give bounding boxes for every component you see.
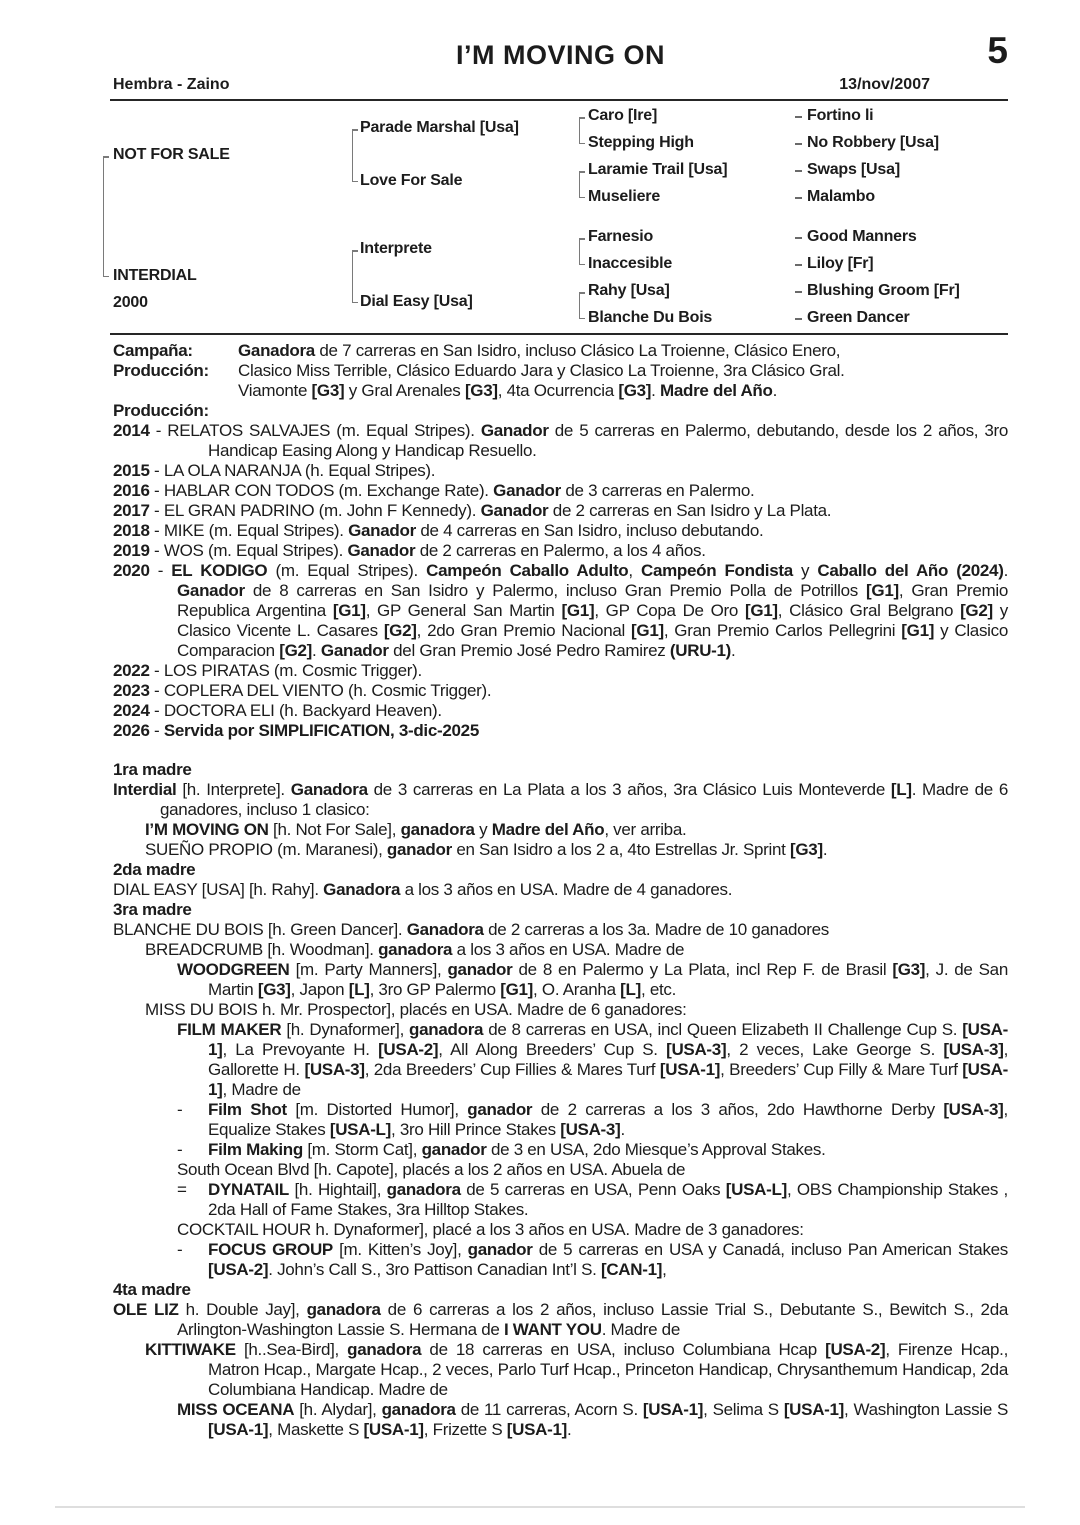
para-miss-oceana: MISS OCEANA [h. Alydar], ganadora de 11 carreras, Acorn S. [USA-1], Selima S [USA-1], Washington Lassie S [USA-1], Maskette S [USA-1], Frizette S [USA-1]. (177, 1400, 1009, 1439)
list-marker: - (177, 1240, 183, 1259)
date-label: 13/nov/2007 (839, 76, 930, 93)
pedigree-tick (795, 197, 802, 199)
para-im-moving-on: I’M MOVING ON [h. Not For Sale], ganadora y Madre del Año, ver arriba. (145, 820, 687, 839)
heading-4ta-madre: 4ta madre (113, 1280, 191, 1299)
prod-2014: 2014 - RELATOS SALVAJES (m. Equal Stripes). Ganador de 5 carreras en Palermo, debutando, desde los 2 años, 3ro Handicap Easing Along y Handicap Resuello. (113, 421, 1008, 460)
pedigree-bracket (579, 238, 580, 265)
campaign-text: Ganadora de 7 carreras en San Isidro, incluso Clásico La Troienne, Clásico Enero, (238, 341, 841, 360)
pedigree-gen4-name: Swaps [Usa] (807, 161, 900, 178)
pedigree-dam-year: 2000 (113, 294, 148, 311)
para-breadcrumb: BREADCRUMB [h. Woodman]. ganadora a los 3 años en USA. Madre de (145, 940, 685, 959)
prod-2017: 2017 - EL GRAN PADRINO (m. John F Kennedy). Ganador de 2 carreras en San Isidro y La Plata. (113, 501, 832, 520)
sex-coat-label: Hembra - Zaino (113, 76, 230, 93)
para-dynatail: = DYNATAIL [h. Hightail], ganadora de 5 carreras en USA, Penn Oaks [USA-L], OBS Championship Stakes , 2da Hall of Fame Stakes, 3ra Hilltop Stakes. (177, 1180, 1008, 1219)
pedigree-gen3-name: Caro [Ire] (588, 107, 658, 124)
pedigree-gen2-name: Parade Marshal [Usa] (360, 119, 519, 136)
pedigree-gen3-name: Farnesio (588, 228, 654, 245)
pedigree-bracket (579, 171, 580, 198)
campaign-label: Producción: (113, 361, 209, 380)
para-film-maker: FILM MAKER [h. Dynaformer], ganadora de 8 carreras en USA, incl Queen Elizabeth II Challenge Cup S. [USA-1], La Prevoyante H. [USA-2], All Along Breeders’ Cup S. [USA-3], 2 veces, Lake George S. [USA-3], Gallorette H. [USA-3], 2da Breeders’ Cup Fillies & Mares Turf [USA-1], Breeders’ Cup Filly & Mare Turf [USA-1], Madre de (177, 1020, 1009, 1099)
pedigree-gen3-name: Rahy [Usa] (588, 282, 670, 299)
prod-2019: 2019 - WOS (m. Equal Stripes). Ganador de 2 carreras en Palermo, a los 4 años. (113, 541, 706, 560)
pedigree-gen4-name: Good Manners (807, 228, 917, 245)
pedigree-gen2-name: Interprete (360, 240, 432, 257)
prod-2022: 2022 - LOS PIRATAS (m. Cosmic Trigger). (113, 661, 422, 680)
prod-2023: 2023 - COPLERA DEL VIENTO (h. Cosmic Trigger). (113, 681, 492, 700)
pedigree-gen3-name: Inaccesible (588, 255, 673, 272)
para-kittiwake: KITTIWAKE [h..Sea-Bird], ganadora de 18 carreras en USA, incluso Columbiana Hcap [USA-2], Firenze Hcap., Matron Hcap., Margate Hcap., 2 veces, Parlo Turf Hcap., Princeton Handicap, Chrysanthemum Handicap, 2da Columbiana Handicap. Madre de (145, 1340, 1008, 1399)
campaign-label: Campaña: (113, 341, 193, 360)
para-ole-liz: OLE LIZ h. Double Jay], ganadora de 6 carreras a los 2 años, incluso Lassie Trial S., Debutante S., Bewitch S., 2da Arlington-Washington Lassie S. Hermana de I WANT YOU. Madre de (113, 1300, 1009, 1339)
campaign-text: Viamonte [G3] y Gral Arenales [G3], 4ta Ocurrencia [G3]. Madre del Año. (238, 381, 778, 400)
header-divider (110, 99, 1008, 101)
pedigree-gen3-name: Laramie Trail [Usa] (588, 161, 728, 178)
para-film-making: - Film Making [m. Storm Cat], ganador de 3 en USA, 2do Miesque’s Approval Stakes. (177, 1140, 826, 1159)
prod-2018: 2018 - MIKE (m. Equal Stripes). Ganador de 4 carreras en San Isidro, incluso debutando. (113, 521, 764, 540)
para-blanche-du-bois: BLANCHE DU BOIS [h. Green Dancer]. Ganadora de 2 carreras a los 3a. Madre de 10 ganadores (113, 920, 829, 939)
page-body (113, 341, 1008, 1440)
prod-2026: 2026 - Servida por SIMPLIFICATION, 3-dic-2025 (113, 721, 479, 740)
produccion-heading: Producción: (113, 401, 209, 420)
para-focus-group: - FOCUS GROUP [m. Kitten’s Joy], ganador de 5 carreras en USA y Canadá, incluso Pan American Stakes [USA-2]. John’s Call S., 3ro Pattison Canadian Int’l S. [CAN-1], (177, 1240, 1008, 1279)
heading-2da-madre: 2da madre (113, 860, 196, 879)
pedigree-dam: INTERDIAL (113, 267, 197, 284)
pedigree-bracket (352, 250, 353, 303)
pedigree-tick (795, 264, 802, 266)
pedigree-tick (795, 116, 802, 118)
para-woodgreen: WOODGREEN [m. Party Manners], ganador de 8 en Palermo y La Plata, incl Rep F. de Brasil [G3], J. de San Martin [G3], Japon [L], 3ro GP Palermo [G1], O. Aranha [L], etc. (177, 960, 1008, 999)
prod-2015: 2015 - LA OLA NARANJA (h. Equal Stripes). (113, 461, 436, 480)
pedigree-gen3-name: Blanche Du Bois (588, 309, 713, 326)
page-bottom-edge (55, 1506, 1025, 1508)
list-marker: = (177, 1180, 187, 1199)
pedigree-bracket (352, 129, 353, 182)
para-interdial: Interdial [h. Interprete]. Ganadora de 3 carreras en La Plata a los 3 años, 3ra Clásico Luis Monteverde [L]. Madre de 6 ganadores, incluso 1 clasico: (113, 780, 1008, 819)
pedigree-gen4-name: Fortino li (807, 107, 874, 124)
para-sueno-propio: SUEÑO PROPIO (m. Maranesi), ganador en San Isidro a los 2 a, 4to Estrellas Jr. Sprint [G3]. (145, 840, 828, 859)
pedigree-gen4-name: No Robbery [Usa] (807, 134, 939, 151)
prod-2020: 2020 - EL KODIGO (m. Equal Stripes). Campeón Caballo Adulto, Campeón Fondista y Caballo del Año (2024). Ganador de 8 carreras en San Isidro y Palermo, incluso Gran Premio Polla de Potrillos [G1], Gran Premio Republica Argentina [G1], GP General San Martin [G1], GP Copa De Oro [G1], Clásico Gral Belgrano [G2] y Clasico Vicente L. Casares [G2], 2do Gran Premio Nacional [G1], Gran Premio Carlos Pellegrini [G1] y Clasico Comparacion [G2]. Ganador del Gran Premio José Pedro Ramirez (URU-1). (113, 561, 1009, 660)
heading-1ra-madre: 1ra madre (113, 760, 192, 779)
list-marker: - (177, 1140, 183, 1159)
pedigree-gen4-name: Green Dancer (807, 309, 910, 326)
paragraph-list (113, 401, 1008, 1440)
pedigree-tick (795, 170, 802, 172)
para-film-shot: - Film Shot [m. Distorted Humor], ganador de 2 carreras a los 3 años, 2do Hawthorne Derby [USA-3], Equalize Stakes [USA-L], 3ro Hill Prince Stakes [USA-3]. (177, 1100, 1008, 1139)
para-miss-du-bois: MISS DU BOIS h. Mr. Prospector], placés en USA. Madre de 6 ganadores: (145, 1000, 687, 1019)
pedigree-sire: NOT FOR SALE (113, 146, 230, 163)
pedigree-tick (795, 143, 802, 145)
pedigree-gen4-name: Blushing Groom [Fr] (807, 282, 960, 299)
prod-2016: 2016 - HABLAR CON TODOS (m. Exchange Rate). Ganador de 3 carreras en Palermo. (113, 481, 755, 500)
pedigree-bracket (579, 292, 580, 319)
pedigree-gen4-name: Liloy [Fr] (807, 255, 874, 272)
para-south-ocean-blvd: South Ocean Blvd [h. Capote], placés a los 2 años en USA. Abuela de (177, 1160, 686, 1179)
pedigree-bracket (103, 156, 104, 277)
pedigree-gen4-name: Malambo (807, 188, 875, 205)
prod-2024: 2024 - DOCTORA ELI (h. Backyard Heaven). (113, 701, 442, 720)
pedigree-tick (795, 237, 802, 239)
pedigree-tick (795, 291, 802, 293)
pedigree-divider (110, 333, 1008, 335)
pedigree-bracket (579, 117, 580, 144)
para-cocktail-hour: COCKTAIL HOUR h. Dynaformer], placé a los 3 años en USA. Madre de 3 ganadores: (177, 1220, 804, 1239)
pedigree-gen3-name: Museliere (588, 188, 661, 205)
pedigree-tick (795, 318, 802, 320)
campaign-label (113, 381, 238, 401)
campaign-text: Clasico Miss Terrible, Clásico Eduardo Jara y Clasico La Troienne, 3ra Clásico Gral. (238, 361, 845, 380)
list-marker: - (177, 1100, 183, 1119)
para-dial-easy: DIAL EASY [USA] [h. Rahy]. Ganadora a los 3 años en USA. Madre de 4 ganadores. (113, 880, 733, 899)
heading-3ra-madre: 3ra madre (113, 900, 192, 919)
page-title: I’M MOVING ON (456, 40, 665, 70)
pedigree-gen3-name: Stepping High (588, 134, 694, 151)
page-number: 5 (987, 30, 1008, 71)
campaign-block (113, 341, 1008, 401)
pedigree-gen2-name: Dial Easy [Usa] (360, 293, 473, 310)
pedigree-gen2-name: Love For Sale (360, 172, 463, 189)
